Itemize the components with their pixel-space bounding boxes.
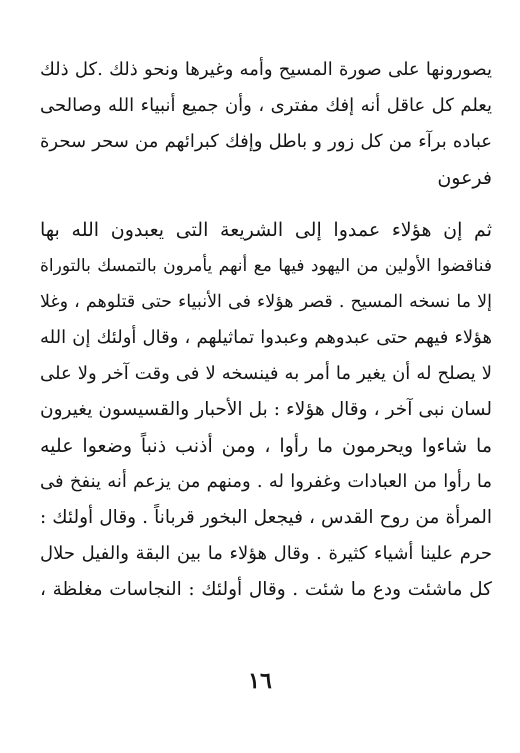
paragraph-gap [40,196,492,212]
text-line: ما رأوا من العبادات وغفروا له . ومنهم من يزعم أنه ينفخ فى [40,471,492,492]
text-line: هؤلاء فيهم حتى عبدوهم وعبدوا تماثيلهم ، وقال أولئك إن الله [40,327,492,348]
text-line: إلا ما نسخه المسيح . قصر هؤلاء فى الأنبياء حتى قتلوهم ، وغلا [40,292,492,312]
text-line: فرعون [437,167,492,189]
text-line: يصورونها على صورة المسيح وأمه وغيرها ونحو ذلك .كل ذلك [40,59,492,80]
text-line: يعلم كل عاقل أنه إفك مفترى ، وأن جميع أنبياء الله وصالحى [40,95,492,116]
text-line: كل ماشئت ودع ما شئت . وقال أولئك : النجاسات مغلظة ، [40,579,492,600]
paragraph-2 [40,212,492,608]
text-line: فناقضوا الأولين من اليهود فيها مع أنهم يأمرون بالتمسك بالتوراة [40,256,492,276]
text-line: حرم علينا أشياء كثيرة . وقال هؤلاء ما بين البقة والفيل حلال [40,543,492,564]
text-line: ثم إن هؤلاء عمدوا إلى الشريعة التى يعبدون الله بها [40,219,492,241]
text-line: عباده برآء من كل زور و باطل وإفك كبرائهم من سحر سحرة [40,131,492,152]
page-number: ١٦ [248,668,272,694]
text-line: ما شاءوا ويحرمون ما رأوا ، ومن أذنب ذنباً وضعوا عليه [40,435,492,457]
text-line: لا يصلح له أن يغير ما أمر به فينسخه لا فى وقت آخر ولا على [40,363,492,384]
text-line: لسان نبى آخر ، وقال هؤلاء : بل الأحبار والقسيسون يغيرون [40,399,492,420]
text-line: المرأة من روح القدس ، فيجعل البخور قرباناً . وقال أولئك : [40,507,492,528]
paragraph-1 [40,52,492,196]
body-text [40,52,492,608]
